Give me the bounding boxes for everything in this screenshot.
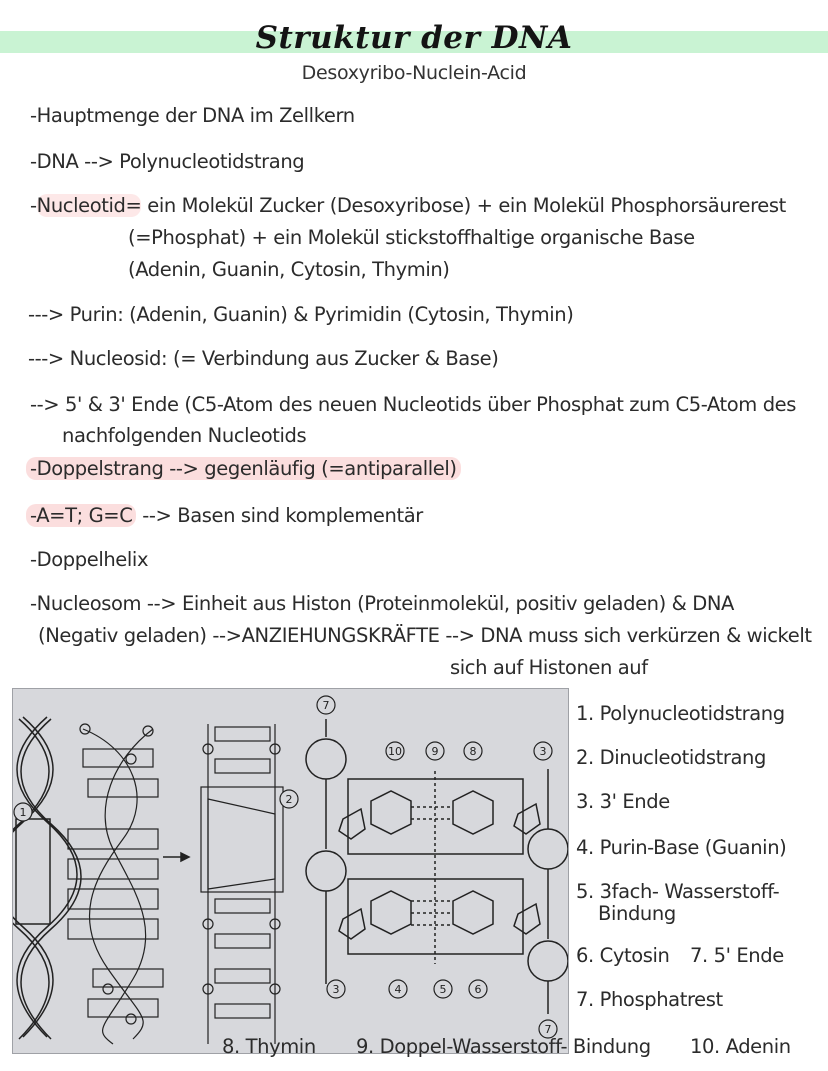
note-line-10 [26, 457, 461, 480]
marker-3-top: 3 [539, 745, 547, 758]
arrow-to-dinucleotide [163, 853, 189, 861]
note-line-11 [26, 504, 423, 527]
marker-8: 8 [469, 745, 477, 758]
legend-item-2: 2. Dinucleotidstrang [576, 746, 766, 769]
base-pair-highlight: -A=T; G=C [26, 504, 136, 527]
note-line-3 [30, 194, 786, 217]
legend-bottom-2: 9. Doppel-Wasserstoff- Bindung [356, 1035, 651, 1058]
marker-4: 4 [394, 983, 402, 996]
dna-structure-figure [12, 688, 569, 1054]
legend-item-3: 3. 3' Ende [576, 790, 670, 813]
note-line-9: nachfolgenden Nucleotids [62, 424, 307, 447]
legend-bottom-1: 8. Thymin [222, 1035, 316, 1058]
marker-1: 1 [19, 806, 27, 819]
polynucleotide-strand-drawing [68, 724, 163, 1044]
marker-7-bottom: 7 [544, 1023, 552, 1036]
marker-5: 5 [439, 983, 447, 996]
legend-item-6: 6. Cytosin [576, 944, 670, 967]
legend-item-5-cont: Bindung [598, 902, 676, 925]
marker-6: 6 [474, 983, 482, 996]
legend-item-5: 5. 3fach- Wasserstoff- [576, 880, 780, 903]
legend-item-4: 4. Purin-Base (Guanin) [576, 836, 787, 859]
note-line-6: ---> Purin: (Adenin, Guanin) & Pyrimidin (Cytosin, Thymin) [28, 303, 574, 326]
nucleotid-highlight: Nucleotid= [36, 194, 142, 217]
legend-item-7: 7. 5' Ende [690, 944, 784, 967]
marker-7-top: 7 [322, 699, 330, 712]
note-line-7: ---> Nucleosid: (= Verbindung aus Zucker & Base) [28, 347, 499, 370]
note-line-4: (=Phosphat) + ein Molekül stickstoffhaltige organische Base [128, 226, 695, 249]
note-line-13: -Nucleosom --> Einheit aus Histon (Proteinmolekül, positiv geladen) & DNA [30, 592, 734, 615]
note-line-5: (Adenin, Guanin, Cytosin, Thymin) [128, 258, 450, 281]
legend-bottom-3: 10. Adenin [690, 1035, 791, 1058]
note-line-11-text: --> Basen sind komplementär [136, 504, 423, 527]
dinucleotide-strand-drawing [201, 724, 283, 1044]
chemical-structure-drawing [306, 719, 568, 1014]
legend-item-8: 7. Phosphatrest [576, 988, 723, 1011]
doppelstrang-highlight: -Doppelstrang --> gegenläufig (=antiparallel) [26, 457, 461, 480]
note-line-12: -Doppelhelix [30, 548, 149, 571]
double-helix-drawing [13, 717, 81, 1039]
note-line-3-text: ein Molekül Zucker (Desoxyribose) + ein Molekül Phosphorsäurerest [141, 194, 786, 217]
marker-9: 9 [431, 745, 439, 758]
note-line-2: -DNA --> Polynucleotidstrang [30, 150, 305, 173]
page-subtitle: Desoxyribo-Nuclein-Acid [301, 62, 527, 84]
note-line-14: (Negativ geladen) -->ANZIEHUNGSKRÄFTE --> DNA muss sich verkürzen & wickelt [38, 624, 812, 647]
legend-item-1: 1. Polynucleotidstrang [576, 702, 785, 725]
marker-10: 10 [388, 745, 402, 758]
page-title: Struktur der DNA [255, 20, 573, 56]
note-line-1: -Hauptmenge der DNA im Zellkern [30, 104, 355, 127]
note-line-15: sich auf Histonen auf [450, 656, 648, 679]
dna-structure-diagram [13, 689, 568, 1053]
marker-3-bottom: 3 [332, 983, 340, 996]
marker-2: 2 [285, 793, 293, 806]
note-line-8: --> 5' & 3' Ende (C5-Atom des neuen Nucleotids über Phosphat zum C5-Atom des [30, 393, 797, 416]
note-dash: - [30, 194, 37, 217]
